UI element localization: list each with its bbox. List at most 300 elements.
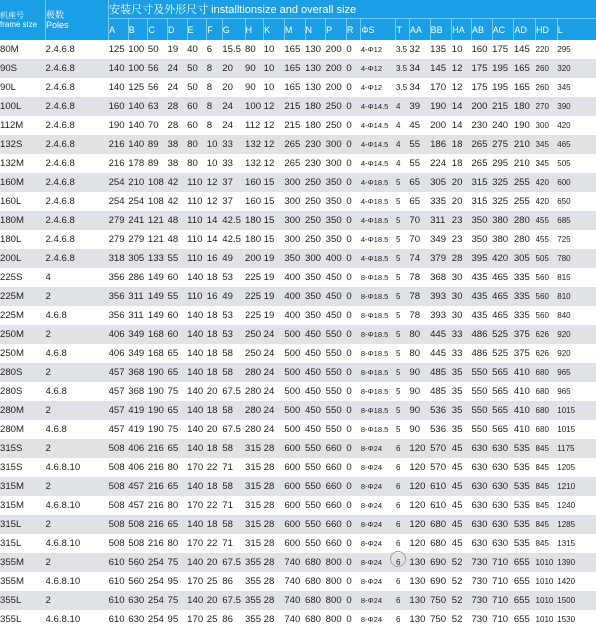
dimension-cell: 368 — [430, 272, 447, 283]
dimension-cell: 630 — [471, 500, 488, 511]
poles-cell: 2 — [46, 363, 109, 382]
dimension-cell: 0 — [346, 477, 360, 496]
dimension-cell: 535 — [514, 439, 536, 458]
dimension-cell: 80 — [409, 325, 430, 344]
dimension-cell: 350 — [305, 310, 322, 321]
poles-cell: 2 — [46, 553, 109, 572]
dimension-cell: 180 — [245, 211, 264, 230]
dimension-cell: 140 — [128, 120, 145, 131]
dimension-cell: 28 — [263, 576, 275, 587]
dimension-cell: 500 — [284, 401, 305, 420]
dimension-cell: 0 — [346, 576, 352, 587]
dimension-cell: 5 — [396, 401, 409, 420]
dimension-cell: 410 — [514, 401, 536, 420]
dimension-cell: 6 — [395, 577, 401, 586]
dimension-cell: 660 — [325, 538, 342, 549]
dimension-cell: 265 — [284, 158, 301, 169]
dimension-cell: 650 — [557, 197, 571, 206]
column-header: P — [326, 19, 347, 41]
dimension-cell: 6 — [396, 477, 409, 496]
dimension-cell: 10 — [264, 59, 285, 78]
column-header: L — [557, 19, 596, 41]
dimension-cell: 680 — [430, 515, 452, 534]
dimension-cell: 170 — [187, 500, 204, 511]
dimension-cell: 1315 — [557, 539, 576, 548]
dimension-cell: 5 — [396, 287, 409, 306]
dimension-cell: 120 — [409, 515, 430, 534]
dimension-cell: 140 — [187, 310, 204, 321]
dimension-cell: 90 — [409, 424, 421, 435]
dimension-cell: 610 — [109, 591, 129, 610]
dimension-cell: 565 — [492, 386, 509, 397]
dimension-cell: 120 — [409, 462, 426, 473]
column-header: R — [346, 19, 360, 41]
dimension-cell: 14 — [207, 211, 223, 230]
dimension-cell: 660 — [326, 477, 347, 496]
dimension-cell: 22 — [206, 462, 218, 473]
dimension-cell: 390 — [557, 97, 596, 116]
dimension-cell: 28 — [264, 515, 285, 534]
dimension-cell: 730 — [471, 553, 492, 572]
dimension-cell: 350 — [326, 173, 347, 192]
dimension-cell: 610 — [430, 477, 452, 496]
dimension-cell: 350 — [471, 234, 488, 245]
dimension-cell: 216 — [148, 477, 168, 496]
table-row — [0, 344, 596, 363]
dimension-cell: 130 — [409, 553, 430, 572]
dimension-cell: 55 — [409, 158, 421, 169]
frame-size-cell: 315M — [0, 500, 24, 511]
dimension-cell: 25 — [206, 576, 218, 587]
dimension-cell: 730 — [471, 614, 488, 625]
table-row — [0, 97, 596, 116]
dimension-cell: 4-Φ14.5 — [361, 135, 396, 154]
dimension-cell: 6 — [395, 501, 401, 510]
dimension-cell: 53 — [222, 325, 245, 344]
dimension-cell: 630 — [492, 515, 514, 534]
dimension-cell: 335 — [513, 310, 530, 321]
frame-size-cell: 200L — [0, 249, 46, 268]
dimension-cell: 100 — [128, 44, 145, 55]
dimension-cell: 216 — [148, 515, 168, 534]
dimension-cell: 180 — [305, 97, 326, 116]
dimension-cell: 725 — [557, 235, 571, 244]
frame-size-cell: 355L — [0, 591, 46, 610]
dimension-cell: 230 — [305, 135, 326, 154]
dimension-cell: 536 — [430, 401, 452, 420]
frame-size-cell: 112M — [0, 120, 24, 131]
column-header: F — [207, 19, 223, 41]
dimension-cell: 457 — [128, 500, 145, 511]
poles-cell: 4.6.8.10 — [45, 500, 81, 511]
dimension-cell: 6 — [395, 463, 401, 472]
dimension-cell: 225 — [245, 310, 262, 321]
dimension-cell: 505 — [557, 159, 571, 168]
dimension-cell: 355 — [245, 591, 264, 610]
frame-size-cell: 280S — [0, 386, 23, 397]
dimension-cell: 311 — [128, 287, 148, 306]
dimension-cell: 14 — [452, 97, 472, 116]
dimension-cell: 140 — [187, 553, 207, 572]
dimension-cell: 50 — [187, 82, 198, 93]
dimension-cell: 160 — [109, 97, 129, 116]
dimension-cell: 38 — [167, 158, 179, 169]
dimension-cell: 0 — [346, 135, 360, 154]
dimension-cell: 535 — [513, 462, 530, 473]
table-row — [0, 458, 596, 477]
dimension-cell: 20 — [206, 386, 218, 397]
dimension-cell: 450 — [305, 424, 322, 435]
dimension-cell: 680 — [536, 401, 558, 420]
dimension-cell: 4-Φ18.5 — [361, 211, 396, 230]
dimension-cell: 600 — [284, 439, 305, 458]
dimension-cell: 349 — [128, 325, 148, 344]
dimension-cell: 680 — [305, 591, 326, 610]
dimension-cell: 86 — [222, 576, 233, 587]
poles-cell: 4.6.8.10 — [45, 538, 81, 549]
dimension-cell: 4-Φ18.5 — [360, 235, 389, 244]
dimension-cell: 445 — [430, 325, 452, 344]
dimension-cell: 279 — [128, 234, 145, 245]
dimension-cell: 53 — [222, 272, 233, 283]
dimension-cell: 12 — [264, 135, 285, 154]
dimension-cell: 335 — [513, 272, 530, 283]
dimension-cell: 255 — [513, 196, 530, 207]
dimension-cell: 140 — [187, 424, 204, 435]
frame-size-cell: 355M — [0, 553, 46, 572]
dimension-cell: 550 — [325, 424, 342, 435]
dimension-cell: 845 — [536, 477, 558, 496]
dimension-cell: 220 — [535, 45, 549, 54]
dimension-cell: 130 — [305, 59, 326, 78]
dimension-cell: 8-Φ18.5 — [360, 425, 389, 434]
dimension-cell: 350 — [305, 272, 322, 283]
dimension-cell: 4-Φ12 — [361, 59, 396, 78]
dimension-cell: 410 — [514, 363, 536, 382]
dimension-cell: 845 — [536, 515, 558, 534]
dimension-cell: 165 — [514, 59, 536, 78]
dimension-cell: 160 — [245, 173, 264, 192]
dimension-cell: 8-Φ24 — [360, 577, 383, 586]
dimension-cell: 393 — [430, 287, 452, 306]
dimension-cell: 550 — [325, 348, 342, 359]
dimension-cell: 165 — [513, 82, 530, 93]
frame-size-cell: 160M — [0, 173, 46, 192]
table-row — [0, 325, 596, 344]
dimension-cell: 56 — [147, 82, 159, 93]
dimension-cell: 65 — [168, 401, 188, 420]
dimension-cell: 28 — [263, 462, 275, 473]
dimension-cell: 6 — [396, 591, 409, 610]
dimension-cell: 45 — [451, 538, 463, 549]
frame-size-cell: 355L — [0, 614, 22, 625]
dimension-cell: 550 — [305, 439, 326, 458]
dimension-cell: 130 — [305, 44, 322, 55]
dimension-cell: 315 — [471, 173, 492, 192]
frame-size-header-cn: 机座号 — [0, 11, 24, 20]
dimension-cell: 315 — [245, 500, 262, 511]
dimension-cell: 70 — [409, 211, 430, 230]
dimension-cell: 195 — [492, 59, 514, 78]
dimension-cell: 15 — [263, 196, 275, 207]
poles-cell: 4.6.8 — [45, 348, 67, 359]
dimension-cell: 110 — [187, 234, 203, 245]
dimension-cell: 1010 — [535, 577, 554, 586]
dimension-cell: 78 — [409, 310, 421, 321]
dimension-cell: 565 — [492, 424, 509, 435]
dimension-cell: 320 — [557, 59, 596, 78]
frame-size-cell: 132S — [0, 135, 46, 154]
dimension-cell: 30 — [452, 287, 472, 306]
dimension-cell: 120 — [409, 439, 430, 458]
poles-cell: 2 — [46, 515, 109, 534]
dimension-cell: 600 — [284, 500, 301, 511]
dimension-cell: 250 — [245, 348, 262, 359]
dimension-cell: 12 — [452, 59, 472, 78]
dimension-cell: 1285 — [557, 515, 596, 534]
dimension-cell: 0 — [346, 82, 352, 93]
dimension-cell: 210 — [513, 158, 530, 169]
dimension-cell: 18 — [207, 439, 223, 458]
dimension-cell: 22 — [206, 538, 218, 549]
dimension-cell: 67.5 — [222, 591, 245, 610]
poles-cell: 4.6.8.10 — [45, 576, 81, 587]
poles-header-cn: 极数 — [46, 10, 65, 20]
dimension-cell: 300 — [326, 135, 347, 154]
column-header: H — [245, 19, 264, 41]
poles-cell: 2.4.6.8 — [46, 173, 109, 192]
dimension-cell: 5 — [396, 211, 409, 230]
dimension-cell: 279 — [108, 234, 125, 245]
dimension-cell: 165 — [284, 44, 301, 55]
dimension-cell: 270 — [536, 97, 558, 116]
dimension-cell: 740 — [284, 614, 301, 625]
dimension-cell: 8 — [207, 97, 223, 116]
dimension-cell: 550 — [326, 363, 347, 382]
dimension-cell: 0 — [346, 287, 360, 306]
dimension-cell: 680 — [305, 576, 322, 587]
dimension-cell: 18 — [207, 363, 223, 382]
dimension-cell: 132 — [245, 135, 264, 154]
dimension-cell: 265 — [284, 135, 305, 154]
poles-cell: 2 — [46, 591, 109, 610]
dimension-cell: 318 — [109, 249, 129, 268]
dimension-cell: 250 — [305, 173, 326, 192]
dimension-cell: 42.5 — [222, 211, 245, 230]
dimension-cell: 345 — [557, 83, 571, 92]
dimension-cell: 28 — [264, 439, 285, 458]
dimension-cell: 20 — [222, 82, 233, 93]
dimension-cell: 680 — [305, 614, 322, 625]
dimension-cell: 730 — [471, 591, 492, 610]
dimension-cell: 33 — [451, 348, 463, 359]
dimension-cell: 550 — [471, 363, 492, 382]
dimension-cell: 190 — [148, 363, 168, 382]
dimension-cell: 450 — [305, 348, 322, 359]
dimension-cell: 300 — [284, 173, 305, 192]
dimension-cell: 1010 — [536, 553, 558, 572]
dimension-cell: 30 — [451, 310, 463, 321]
dimension-cell: 12 — [263, 158, 275, 169]
poles-cell: 2.4.6.8 — [45, 44, 75, 55]
dimension-cell: 18 — [206, 348, 218, 359]
frame-size-cell: 280M — [0, 401, 46, 420]
dimension-cell: 19 — [167, 44, 179, 55]
dimension-cell: 45 — [452, 439, 472, 458]
dimension-cell: 350 — [284, 249, 305, 268]
frame-size-header — [0, 0, 46, 40]
dimension-cell: 0 — [346, 500, 352, 511]
dimension-cell: 4 — [396, 135, 409, 154]
dimension-cell: 455 — [535, 235, 549, 244]
dimension-cell: 685 — [557, 211, 596, 230]
dimension-cell: 286 — [128, 272, 145, 283]
dimension-cell: 565 — [492, 401, 514, 420]
poles-cell: 2.4.6.8 — [46, 211, 109, 230]
dimension-cell: 845 — [536, 439, 558, 458]
dimension-cell: 145 — [513, 44, 530, 55]
poles-cell: 4.6.8 — [45, 386, 67, 397]
dimension-cell: 10 — [263, 82, 275, 93]
dimension-cell: 800 — [325, 576, 342, 587]
dimension-cell: 33 — [452, 325, 472, 344]
dimension-cell: 8-Φ24 — [361, 515, 396, 534]
frame-size-cell: 250M — [0, 325, 46, 344]
poles-cell: 2.4.6.8 — [46, 59, 109, 78]
dimension-cell: 135 — [430, 44, 447, 55]
dimension-cell: 465 — [492, 287, 514, 306]
table-row — [0, 173, 596, 192]
dimension-cell: 780 — [557, 249, 596, 268]
dimension-cell: 200 — [325, 44, 342, 55]
dimension-cell: 140 — [187, 363, 207, 382]
dimension-cell: 180 — [305, 120, 322, 131]
dimension-cell: 550 — [305, 462, 322, 473]
dimension-cell: 610 — [108, 614, 125, 625]
dimension-cell: 250 — [245, 325, 264, 344]
dimension-cell: 325 — [492, 196, 509, 207]
dimension-cell: 345 — [535, 159, 549, 168]
dimension-cell: 845 — [535, 501, 549, 510]
dimension-cell: 420 — [492, 249, 514, 268]
poles-cell: 2.4.6.8 — [45, 196, 75, 207]
dimension-cell: 254 — [147, 576, 164, 587]
dimension-cell: 55 — [409, 135, 430, 154]
dimension-cell: 655 — [514, 591, 536, 610]
dimension-cell: 315 — [471, 196, 488, 207]
dimension-cell: 55 — [168, 249, 188, 268]
dimension-cell: 750 — [430, 614, 447, 625]
dimension-cell: 15 — [263, 234, 275, 245]
table-row — [0, 572, 596, 591]
dimension-cell: 170 — [187, 462, 204, 473]
dimension-cell: 175 — [471, 59, 492, 78]
dimension-cell: 740 — [284, 591, 305, 610]
table-row — [0, 40, 596, 59]
dimension-cell: 3.5 — [395, 45, 408, 54]
dimension-cell: 8-Φ18.5 — [360, 273, 389, 282]
dimension-cell: 8 — [206, 120, 213, 131]
dimension-cell: 250 — [325, 120, 342, 131]
dimension-cell: 210 — [514, 135, 536, 154]
dimension-cell: 0 — [346, 158, 352, 169]
dimension-cell: 45 — [451, 462, 463, 473]
frame-size-cell: 225M — [0, 287, 46, 306]
dimension-cell: 170 — [187, 614, 204, 625]
dimension-cell: 610 — [109, 553, 129, 572]
dimension-cell: 16 — [207, 249, 223, 268]
dimension-cell: 630 — [492, 439, 514, 458]
dimension-cell: 260 — [536, 59, 558, 78]
dimension-cell: 110 — [187, 287, 207, 306]
dimension-cell: 420 — [536, 173, 558, 192]
dimension-cell: 300 — [284, 196, 301, 207]
table-row — [0, 477, 596, 496]
dimension-cell: 690 — [430, 553, 452, 572]
dimension-cell: 90 — [409, 363, 430, 382]
dimension-cell: 28 — [452, 249, 472, 268]
dimension-cell: 180 — [514, 97, 536, 116]
dimension-cell: 175 — [471, 82, 488, 93]
dimension-cell: 445 — [430, 348, 447, 359]
dimension-cell: 550 — [305, 477, 326, 496]
dimension-cell: 630 — [471, 462, 488, 473]
dimension-cell: 315 — [245, 439, 264, 458]
dimension-cell: 165 — [284, 59, 305, 78]
dimension-cell: 28 — [264, 477, 285, 496]
dimension-cell: 8 — [206, 82, 213, 93]
dimension-cell: 660 — [325, 500, 342, 511]
dimension-cell: 140 — [187, 348, 204, 359]
dimension-cell: 48 — [168, 211, 188, 230]
column-header: N — [305, 19, 326, 41]
dimension-cell: 42 — [168, 173, 188, 192]
table-row — [0, 59, 596, 78]
frame-size-cell: 315M — [0, 477, 46, 496]
dimension-cell: 60 — [187, 120, 198, 131]
dimension-cell: 100 — [245, 97, 264, 116]
dimension-cell: 0 — [346, 120, 352, 131]
dimension-cell: 550 — [471, 386, 488, 397]
column-header: G — [222, 19, 245, 41]
dimension-cell: 24 — [264, 325, 285, 344]
poles-cell: 2 — [46, 439, 109, 458]
dimension-cell: 0 — [346, 424, 352, 435]
dimension-cell: 14 — [451, 120, 463, 131]
dimension-cell: 0 — [346, 249, 360, 268]
dimension-cell: 20 — [452, 173, 472, 192]
dimension-cell: 420 — [557, 121, 571, 130]
dimension-cell: 710 — [492, 614, 509, 625]
dimension-cell: 1240 — [557, 501, 576, 510]
dimension-cell: 508 — [109, 477, 129, 496]
dimension-cell: 1530 — [557, 615, 576, 624]
column-header: HD — [536, 19, 558, 41]
dimension-cell: 165 — [284, 82, 301, 93]
dimension-cell: 355 — [245, 614, 262, 625]
dimension-cell: 23 — [452, 211, 472, 230]
poles-cell: 4.6.8.10 — [45, 614, 81, 625]
dimension-cell: 78 — [409, 287, 430, 306]
frame-size-cell: 315S — [0, 439, 46, 458]
frame-size-cell: 315S — [0, 462, 23, 473]
dimension-cell: 55 — [168, 287, 188, 306]
dimension-cell: 133 — [148, 249, 168, 268]
dimension-cell: 8-Φ18.5 — [360, 311, 389, 320]
dimension-cell: 160 — [245, 196, 262, 207]
dimension-cell: 457 — [108, 386, 125, 397]
dimension-cell: 4-Φ12 — [360, 83, 383, 92]
